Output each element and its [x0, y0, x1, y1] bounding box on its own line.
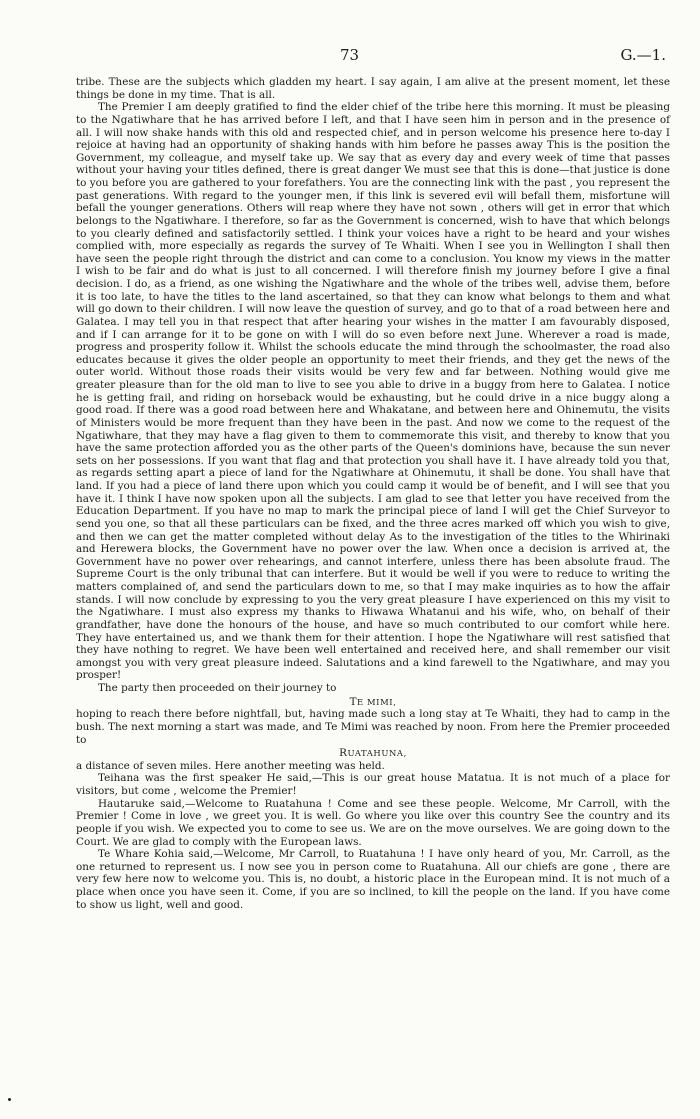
heading-te-mimi: TE MIMI,: [349, 695, 397, 708]
heading-ruatahuna: RUATAHUNA,: [339, 747, 407, 760]
page-body: [76, 76, 670, 911]
paragraph-premier-speech: The Premier I am deeply gratified to find the elder chief of the tribe here this morning. It must be pleasing to the Ngatiwhare that he has arrived before I left, and that I have seen him in person and in the presence of all. I will now shake hands with this old and respected chief, and in person welcome his presence here to-day I rejoice at having had an opportunity of shaking hands with him before he passes away This is the position the Government, my colleague, and myself take up. We say that as every day and every week of time that passes without your having your titles defined, there is great danger We must see that this is done—that justice is done to you before you are gathered to your forefathers. You are the connecting link with the past , you represent the past generations. With regard to the younger men, if this link is severed evil will befall them, misfortune will befall the younger generations. Others will reap where they have not sown , others will get in error that which belongs to the Ngatiwhare. I therefore, so far as the Government is concerned, wish to have that which belongs to you clearly defined and satisfactorily settled. I think your voices have a right to be heard and your wishes complied with, more especially as regards the survey of Te Whaiti. When I see you in Wellington I shall then have seen the people right through the district and can come to a conclusion. You know my views in the matter I wish to be fair and do what is just to all concerned. I will therefore finish my journey before I give a final decision. I do, as a friend, as one wishing the Ngatiwhare and the whole of the tribes well, advise them, before it is too late, to have the titles to the land ascertained, so that they can know what belongs to them and what will go down to their children. I will now leave the question of survey, and go to that of a road between here and Galatea. I may tell you in that respect that after hearing your wishes in the matter I am favourably disposed, and if I can arrange for it to be gone on with I will do so even before next June. Wherever a road is made, progress and prosperity follow it. Whilst the schools educate the mind through the schoolmaster, the road also educates because it gives the older people an opportunity to meet their friends, and they get the news of the outer world. Without those roads their visits would be very few and far between. Nothing would give me greater pleasure than for the old man to live to see you able to drive in a buggy from here to Galatea. I notice he is getting frail, and riding on horseback would be exhausting, but he could drive in a nice buggy along a good road. If there was a good road between here and Whakatane, and between here and Ohinemutu, the visits of Ministers would be more frequent than they have been in the past. And now we come to the request of the Ngatiwhare, that they may have a flag given to them to commemorate this visit, and thereby to know that you have the same protection afforded you as the other parts of the Queen's dominions have, because the sun never sets on her possessions. If you want that flag and that protection you shall have it. I have already told you that, as regards setting apart a piece of land for the Ngatiwhare at Ohinemutu, it shall be done. You shall have that land. If you had a piece of land there upon which you could camp it would be of benefit, and I will see that you have it. I think I have now spoken upon all the subjects. I am glad to see that letter you have received from the Education Department. If you have no map to mark the principal piece of land I will get the Chief Surveyor to send you one, so that all these particulars can be fixed, and the three acres marked off which you wish to give, and then we can get the matter completed without delay As to the investigation of the titles to the Whirinaki and Herewera blocks, the Government have no power over the law. When once a decision is arrived at, the Government have no power over rehearings, and cannot interfere, unless there has been absolute fraud. The Supreme Court is the only tribunal that can interfere. But it would be well if you were to reduce to writing the matters complained of, and send the particulars down to me, so that I may make inquiries as to how the affair stands. I will now conclude by expressing to you the very great pleasure I have experienced on this my visit to the Ngatiwhare. I must also express my thanks to Hiwawa Whatanui and his wife, who, on behalf of their grandfather, have done the honours of the house, and have so much contributed to our comfort while here. They have entertained us, and we thank them for their attention. I hope the Ngatiwhare will rest satisfied that they have nothing to regret. We have been well entertained and received here, and shall remember our visit amongst you with very great pleasure indeed. Salutations and a kind farewell to the Ngatiwhare, and may you prosper!: [76, 101, 670, 682]
margin-dot: [8, 1098, 11, 1101]
paragraph-te-mimi: hoping to reach there before nightfall, but, having made such a long stay at Te Whaiti, they had to camp in the bush. The next morning a start was made, and Te Mimi was reached by noon. From here the Premier proceeded to: [76, 708, 670, 746]
paragraph-distance: a distance of seven miles. Here another meeting was held.: [76, 759, 385, 772]
paragraph-party-proceeded: The party then proceeded on their journey to: [98, 682, 337, 694]
page-number: 73: [340, 46, 360, 64]
document-reference: G.—1.: [620, 46, 666, 64]
page-header: [0, 46, 700, 68]
paragraph-continuation: tribe. These are the subjects which gladden my heart. I say again, I am alive at the present moment, let these things be done in my time. That is all.: [76, 76, 670, 101]
paragraph-teihana: Teihana was the first speaker He said,—This is our great house Matatua. It is not much of a place for visitors, but come , welcome the Premier!: [76, 772, 670, 797]
paragraph-hautaruke: Hautaruke said,—Welcome to Ruatahuna ! Come and see these people. Welcome, Mr Carroll, with the Premier ! Come in love , we greet you. It is well. Go where you like over this country See the country and its people if you wish. We expected you to come to see us. We are on the move ourselves. We are going down to the Court. We are glad to comply with the European laws.: [76, 797, 670, 848]
paragraph-te-whare-kohia: Te Whare Kohia said,—Welcome, Mr Carroll, to Ruatahuna ! I have only heard of you, Mr. Carroll, as the one returned to represent us. I now see you in person come to Ruatahuna. All our chiefs are gone , there are very few here now to welcome you. This is, no doubt, a historic place in the European mind. It is not much of a place when once you have seen it. Come, if you are so inclined, to kill the people on the land. If you have come to show us light, well and good.: [76, 848, 670, 911]
